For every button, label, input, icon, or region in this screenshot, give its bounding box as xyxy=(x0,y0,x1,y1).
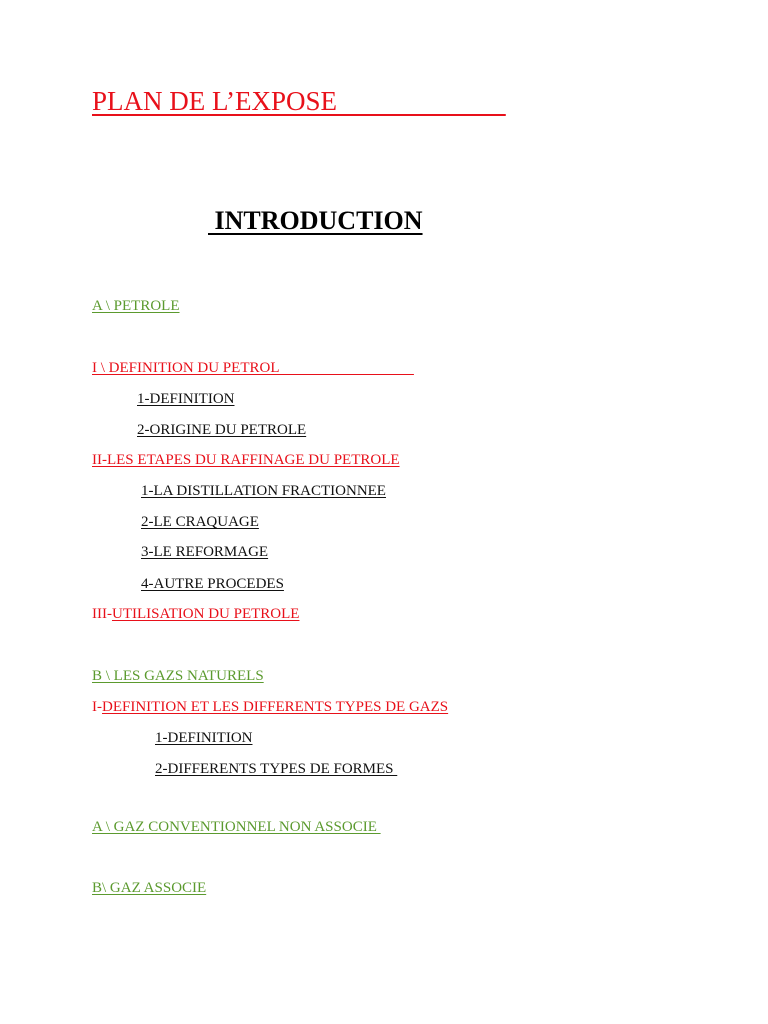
heading-i-definition: I \ DEFINITION DU PETROL xyxy=(92,360,414,376)
heading-gaz-i-text: DEFINITION ET LES DIFFERENTS TYPES DE GAZS xyxy=(102,699,449,715)
document-title: PLAN DE L’EXPOSE xyxy=(92,86,506,116)
heading-iii-utilisation xyxy=(92,606,299,623)
introduction-heading: INTRODUCTION xyxy=(208,206,423,235)
section-a-petrole: A \ PETROLE xyxy=(92,298,180,314)
item-ii-3-reformage: 3-LE REFORMAGE xyxy=(141,544,269,560)
heading-gaz-i-prefix: I- xyxy=(92,699,102,715)
item-i-2-origine: 2-ORIGINE DU PETROLE xyxy=(137,422,307,438)
item-ii-1-distillation: 1-LA DISTILLATION FRACTIONNEE xyxy=(141,483,386,499)
heading-gaz-i-definition xyxy=(92,699,448,716)
heading-iii-prefix: III- xyxy=(92,606,112,622)
heading-iii-text: UTILISATION DU PETROLE xyxy=(111,606,300,622)
item-i-1-definition: 1-DEFINITION xyxy=(137,391,235,407)
section-a-gaz-conventionnel: A \ GAZ CONVENTIONNEL NON ASSOCIE xyxy=(92,819,381,835)
heading-ii-etapes: II-LES ETAPES DU RAFFINAGE DU PETROLE xyxy=(92,452,400,468)
item-ii-4-autre-procedes: 4-AUTRE PROCEDES xyxy=(141,576,284,592)
item-gaz-2-types-formes: 2-DIFFERENTS TYPES DE FORMES xyxy=(155,761,398,777)
item-gaz-1-definition: 1-DEFINITION xyxy=(155,730,253,746)
section-b-gaz-associe: B\ GAZ ASSOCIE xyxy=(92,880,207,896)
item-ii-2-craquage: 2-LE CRAQUAGE xyxy=(141,514,259,530)
section-b-gaz-naturels: B \ LES GAZS NATURELS xyxy=(92,668,264,684)
